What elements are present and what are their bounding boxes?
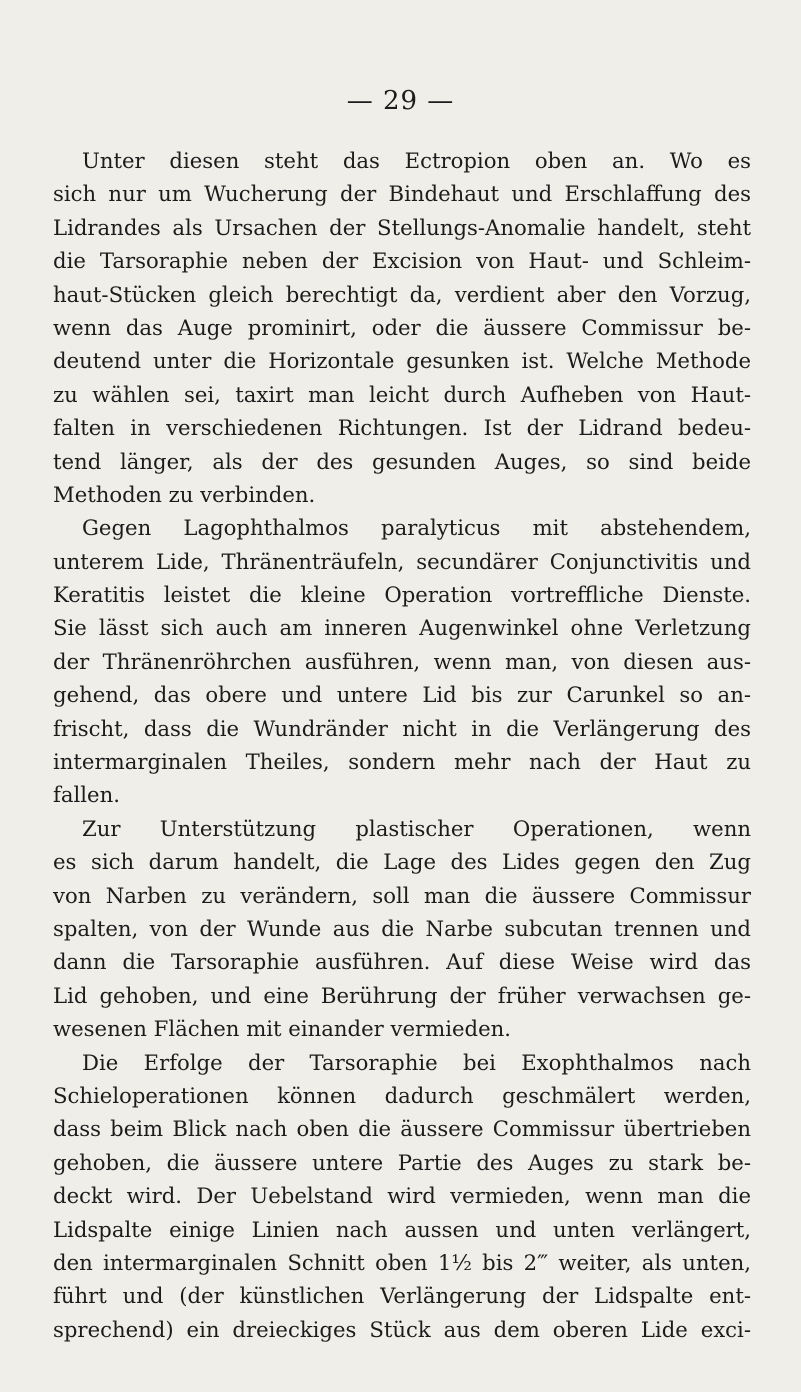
paragraph <box>53 1046 751 1347</box>
text-line: dass beim Blick nach oben die äussere Commissur übertrieben <box>53 1116 751 1142</box>
text-line: Schieloperationen können dadurch geschmälert werden, <box>53 1082 751 1108</box>
text-line: Sie lässt sich auch am inneren Augenwinkel ohne Verletzung <box>53 615 751 641</box>
body-text <box>53 144 751 1346</box>
text-line: es sich darum handelt, die Lage des Lides gegen den Zug <box>53 849 751 875</box>
text-line: von Narben zu verändern, soll man die äussere Commissur <box>53 882 751 908</box>
text-line: haut-Stücken gleich berechtigt da, verdient aber den Vorzug, <box>53 281 751 307</box>
text-line: Lid gehoben, und eine Berührung der früher verwachsen ge- <box>53 982 751 1008</box>
text-line: Gegen Lagophthalmos paralyticus mit abstehendem, <box>82 515 751 541</box>
text-line: den intermarginalen Schnitt oben 1½ bis 2‴ weiter, als unten, <box>53 1249 751 1275</box>
text-line: sprechend) ein dreieckiges Stück aus dem oberen Lide exci- <box>53 1316 751 1342</box>
paragraph <box>53 144 751 511</box>
text-line: Unter diesen steht das Ectropion oben an. Wo es <box>82 148 751 173</box>
text-line: Keratitis leistet die kleine Operation vortreffliche Dienste. <box>53 582 751 608</box>
text-line: deutend unter die Horizontale gesunken ist. Welche Methode <box>53 348 751 374</box>
text-line: Lidspalte einige Linien nach aussen und unten verlängert, <box>53 1216 751 1242</box>
text-line: sich nur um Wucherung der Bindehaut und Erschlaffung des <box>53 181 751 207</box>
text-line: spalten, von der Wunde aus die Narbe subcutan trennen und <box>53 915 751 941</box>
text-line: die Tarsoraphie neben der Excision von Haut- und Schleim- <box>53 248 751 274</box>
text-line: fallen. <box>53 782 120 808</box>
text-line: Die Erfolge der Tarsoraphie bei Exophthalmos nach <box>82 1049 751 1075</box>
text-line: führt und (der künstlichen Verlängerung der Lidspalte ent- <box>53 1283 751 1309</box>
text-line: gehend, das obere und untere Lid bis zur Carunkel so an- <box>53 682 751 708</box>
text-line: zu wählen sei, taxirt man leicht durch Aufheben von Haut- <box>53 381 751 407</box>
text-line: wesenen Flächen mit einander vermieden. <box>53 1016 512 1042</box>
text-line: Lidrandes als Ursachen der Stellungs-Anomalie handelt, steht <box>53 214 751 240</box>
text-line: frischt, dass die Wundränder nicht in die Verlängerung des <box>53 715 751 741</box>
paragraph <box>53 812 751 1046</box>
page-number: — 29 — <box>346 86 455 116</box>
text-line: intermarginalen Theiles, sondern mehr nach der Haut zu <box>53 749 751 775</box>
text-line: dann die Tarsoraphie ausführen. Auf diese Weise wird das <box>53 949 751 975</box>
text-line: der Thränenröhrchen ausführen, wenn man, von diesen aus- <box>53 648 751 674</box>
text-line: deckt wird. Der Uebelstand wird vermieden, wenn man die <box>53 1183 751 1209</box>
text-line: Methoden zu verbinden. <box>53 481 316 507</box>
text-line: wenn das Auge prominirt, oder die äussere Commissur be- <box>53 314 751 340</box>
text-line: unterem Lide, Thränenträufeln, secundärer Conjunctivitis und <box>53 548 751 574</box>
paragraph <box>53 511 751 812</box>
text-line: gehoben, die äussere untere Partie des Auges zu stark be- <box>53 1149 751 1175</box>
text-line: tend länger, als der des gesunden Auges, so sind beide <box>53 448 751 474</box>
text-line: falten in verschiedenen Richtungen. Ist der Lidrand bedeu- <box>53 415 751 441</box>
text-line: Zur Unterstützung plastischer Operationen, wenn <box>82 815 751 841</box>
